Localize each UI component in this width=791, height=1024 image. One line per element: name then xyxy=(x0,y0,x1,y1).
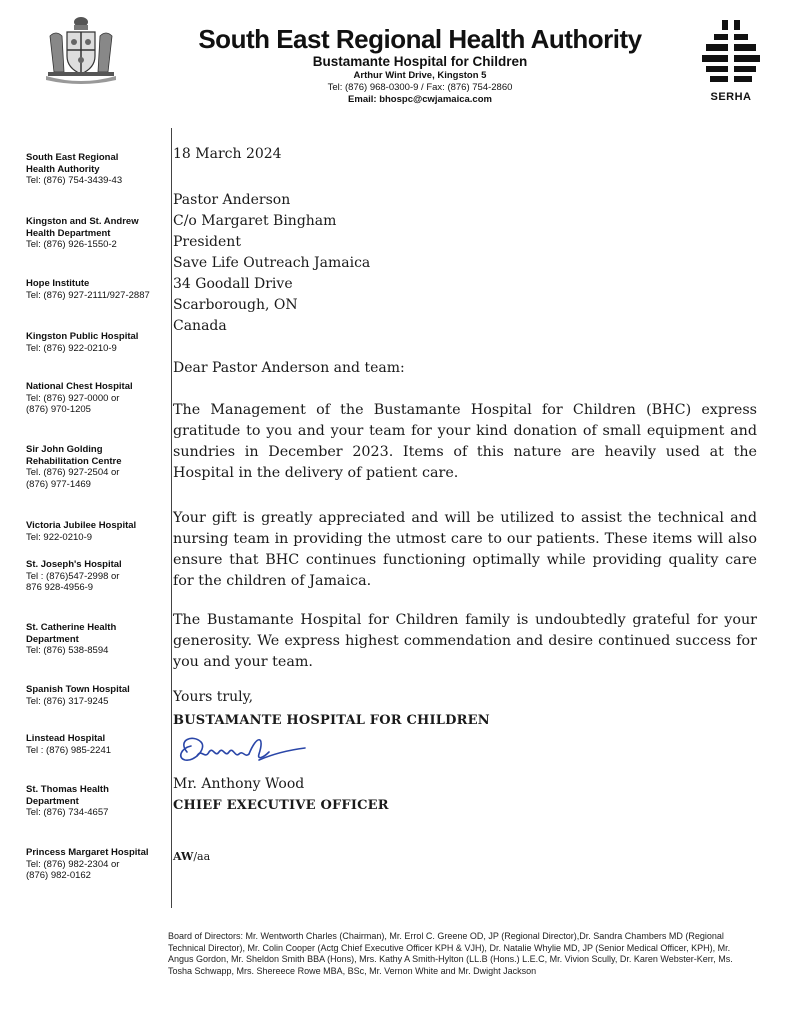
sidebar-entry xyxy=(26,847,168,882)
recipient-line: President xyxy=(173,234,241,250)
recipient-line: Pastor Anderson xyxy=(173,192,291,208)
facility-name: Hope Institute xyxy=(26,278,90,289)
serha-logo xyxy=(700,18,762,102)
vertical-divider xyxy=(171,128,172,908)
sidebar-entry xyxy=(26,331,168,354)
hospital-address: Arthur Wint Drive, Kingston 5 xyxy=(353,70,487,81)
facility-tel: Tel: (876) 926-1550-2 xyxy=(26,239,117,250)
facility-tel: Tel: (876) 922-0210-9 xyxy=(26,342,117,354)
serha-logo-text: SERHA xyxy=(710,91,752,103)
letterhead xyxy=(160,24,680,106)
facility-name: South East Regional Health Authority xyxy=(26,152,119,175)
signer-name: Mr. Anthony Wood xyxy=(173,776,305,792)
recipient-line: 34 Goodall Drive xyxy=(173,276,293,292)
sidebar-entry xyxy=(26,784,168,819)
facility-tel: Tel: (876) 927-0000 or (876) 970-1205 xyxy=(26,392,120,415)
facility-name: Kingston Public Hospital xyxy=(26,331,139,342)
sidebar-entry xyxy=(26,520,168,543)
body-paragraph: The Bustamante Hospital for Children family is undoubtedly grateful for your generosity. We express highest commendation and desire continued success for you and your team. xyxy=(173,612,757,670)
facility-tel: Tel: 922-0210-9 xyxy=(26,531,93,543)
facility-tel: Tel: (876) 317-9245 xyxy=(26,695,109,707)
sidebar-entry xyxy=(26,684,168,707)
hospital-email: Email: bhospc@cwjamaica.com xyxy=(348,94,492,105)
facility-tel: Tel : (876)547-2998 or 876 928-4956-9 xyxy=(26,570,120,593)
serha-emblem-icon xyxy=(700,18,762,84)
facility-name: Princess Margaret Hospital xyxy=(26,847,149,858)
facility-name: Sir John Golding Rehabilitation Centre xyxy=(26,444,122,467)
sidebar-entry xyxy=(26,152,168,187)
signer-title: CHIEF EXECUTIVE OFFICER xyxy=(173,798,389,813)
reference-typist-initials: /aa xyxy=(193,850,211,863)
jamaica-coat-of-arms xyxy=(40,14,122,84)
organization-name: South East Regional Health Authority xyxy=(198,24,642,54)
sidebar-entry xyxy=(26,381,168,416)
hospital-phone-fax: Tel: (876) 968-0300-9 / Fax: (876) 754-2860 xyxy=(327,82,513,93)
reference-author-initials: AW xyxy=(173,850,194,863)
signing-organization: BUSTAMANTE HOSPITAL FOR CHILDREN xyxy=(173,713,490,728)
closing: Yours truly, xyxy=(173,689,254,705)
body-paragraph: The Management of the Bustamante Hospital for Children (BHC) express gratitude to you and your team for your kind donation of small equipment and sundries in December 2023. Items of this nature are heavily used at the Hospital in the delivery of patient care. xyxy=(173,402,757,481)
sidebar-entry xyxy=(26,733,168,756)
facility-name: St. Thomas Health Department xyxy=(26,784,109,807)
facility-tel: Tel: (876) 927-2111/927-2887 xyxy=(26,289,150,301)
facility-name: Kingston and St. Andrew Health Department xyxy=(26,216,139,239)
body-paragraph: Your gift is greatly appreciated and will be utilized to assist the technical and nursing team in providing the utmost care to our patients. These items will also ensure that BHC continues functioning optimally while providing quality care for the children of Jamaica. xyxy=(173,510,757,589)
facility-tel: Tel: (876) 754-3439-43 xyxy=(26,175,123,186)
facility-name: St. Catherine Health Department xyxy=(26,622,117,645)
handwritten-signature xyxy=(173,730,313,772)
recipient-address xyxy=(173,190,370,337)
reference-initials xyxy=(173,850,210,863)
facility-tel: Tel: (876) 982-2304 or (876) 982-0162 xyxy=(26,858,120,881)
facility-name: Linstead Hospital xyxy=(26,733,106,744)
facility-tel: Tel : (876) 985-2241 xyxy=(26,744,112,756)
facility-name: Spanish Town Hospital xyxy=(26,684,130,695)
facility-tel: Tel. (876) 927-2504 or (876) 977-1469 xyxy=(26,467,120,490)
board-of-directors: Board of Directors: Mr. Wentworth Charles (Chairman), Mr. Errol C. Greene OD, JP (Regional Director),Dr. Sandra Chambers MD (Regional Technical Director), Mr. Colin Cooper (Actg Chief Executive Officer KPH & VJH), Dr. Natalie Whylie MD, JP (Senior Medical Officer, KPH), Mr. Angus Gordon, Mr. Sheldon Smith BBA (Hons), Mrs. Kathy A Smith-Hylton (LL.B (Hons.) L.E.C, Mr. Vivion Scully, Dr. Karen Webster-Kerr, Ms. Tosha Schwapp, Mrs. Shereece Rowe MBA, BSc, Mr. Vernon White and Mr. Dwight Jackson xyxy=(168,931,733,976)
sidebar-entry xyxy=(26,278,168,301)
sidebar-entry xyxy=(26,216,168,251)
recipient-line: C/o Margaret Bingham xyxy=(173,213,337,229)
facility-tel: Tel: (876) 538-8594 xyxy=(26,645,109,656)
letter-date: 18 March 2024 xyxy=(173,146,282,162)
recipient-line: Canada xyxy=(173,318,227,334)
hospital-name: Bustamante Hospital for Children xyxy=(312,54,528,69)
salutation: Dear Pastor Anderson and team: xyxy=(173,360,405,376)
facility-name: St. Joseph's Hospital xyxy=(26,559,122,570)
sidebar-entry xyxy=(26,444,168,490)
facility-tel: Tel: (876) 734-4657 xyxy=(26,807,109,818)
facility-name: Victoria Jubilee Hospital xyxy=(26,520,137,531)
recipient-line: Scarborough, ON xyxy=(173,297,298,313)
facility-name: National Chest Hospital xyxy=(26,381,133,392)
sidebar-entry xyxy=(26,559,168,594)
recipient-line: Save Life Outreach Jamaica xyxy=(173,255,371,271)
sidebar-entry xyxy=(26,622,168,657)
